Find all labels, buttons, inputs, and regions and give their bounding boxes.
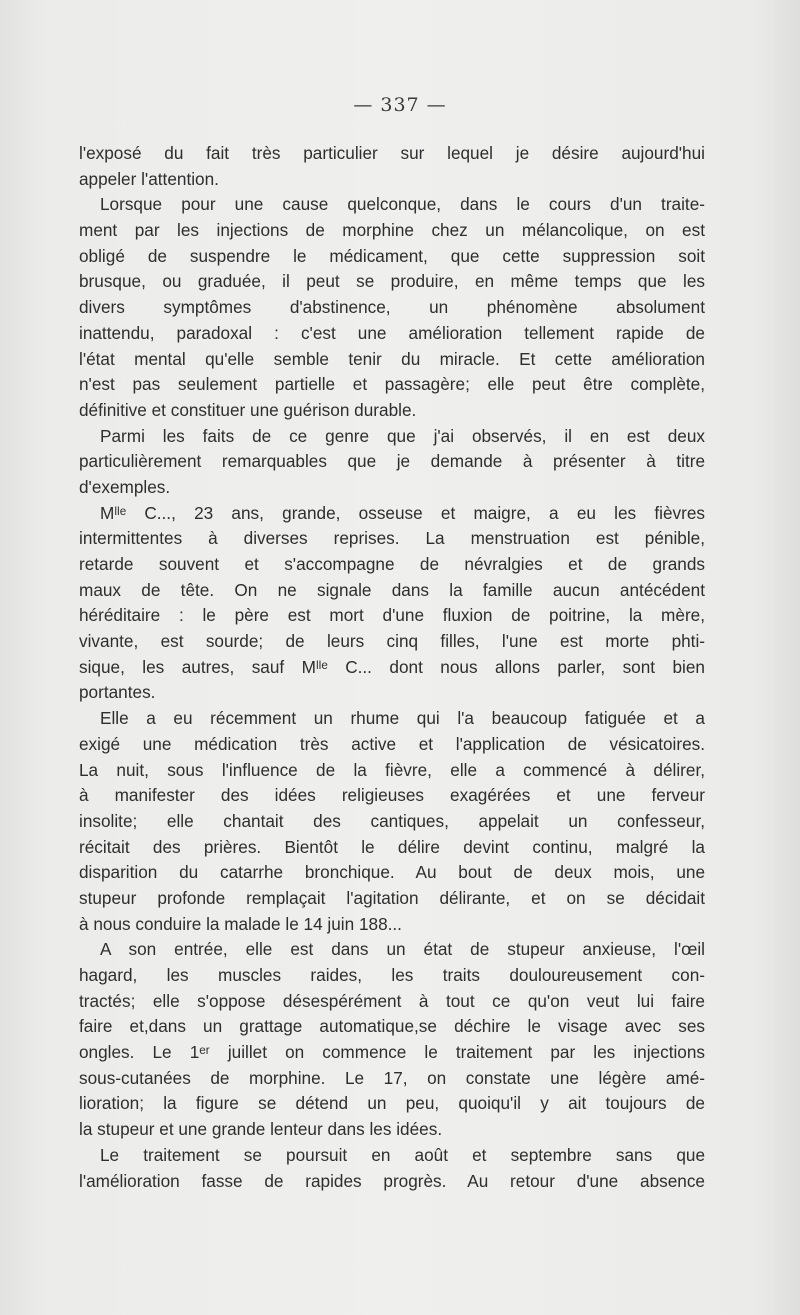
text-line: exigé une médication très active et l'application de vésicatoires. (79, 733, 705, 754)
text-line: faire et,dans un grattage automatique,se déchire le visage avec ses (79, 1016, 705, 1037)
text-line: La nuit, sous l'influence de la fièvre, elle a commencé à délirer, (79, 759, 705, 780)
text-line: retarde souvent et s'accompagne de névralgies et de grands (79, 554, 705, 574)
text-line: Elle a eu récemment un rhume qui l'a beaucoup fatiguée et a (100, 708, 705, 729)
text-line: Mˡˡᵉ C..., 23 ans, grande, osseuse et maigre, a eu les fièvres (100, 502, 705, 523)
body-text (79, 141, 705, 1194)
text-line: obligé de suspendre le médicament, que cette suppression soit (79, 245, 705, 266)
text-line: maux de tête. On ne signale dans la famille aucun antécédent (79, 579, 705, 600)
text-line: d'exemples. (79, 476, 171, 497)
text-line: définitive et constituer une guérison durable. (79, 399, 417, 420)
text-line: particulièrement remarquables que je demande à présenter à titre (79, 451, 705, 472)
text-line: Le traitement se poursuit en août et septembre sans que (100, 1144, 705, 1165)
text-line: divers symptômes d'abstinence, un phénomène absolument (79, 297, 705, 318)
text-line: hagard, les muscles raides, les traits douloureusement con- (79, 965, 705, 985)
text-line: stupeur profonde remplaçait l'agitation délirante, et on se décidait (79, 887, 705, 908)
text-line: portantes. (79, 682, 156, 703)
text-line: à manifester des idées religieuses exagérées et une ferveur (79, 785, 705, 806)
text-line: héréditaire : le père est mort d'une fluxion de poitrine, la mère, (79, 605, 705, 626)
text-line: Parmi les faits de ce genre que j'ai observés, il en est deux (100, 425, 705, 446)
text-line: récitait des prières. Bientôt le délire devint continu, malgré la (79, 836, 705, 857)
text-line: n'est pas seulement partielle et passagère; elle peut être complète, (79, 374, 705, 395)
text-line: inattendu, paradoxal : c'est une amélioration tellement rapide de (79, 322, 705, 343)
text-line: vivante, est sourde; de leurs cinq filles, l'une est morte phti- (79, 631, 705, 652)
text-line: à nous conduire la malade le 14 juin 188... (79, 913, 402, 934)
text-line: l'exposé du fait très particulier sur lequel je désire aujourd'hui (79, 143, 705, 163)
text-line: l'amélioration fasse de rapides progrès. Au retour d'une absence (79, 1170, 705, 1191)
text-line: brusque, ou graduée, il peut se produire, en même temps que les (79, 271, 705, 292)
text-line: sous-cutanées de morphine. Le 17, on constate une légère amé- (79, 1067, 705, 1088)
text-line: lioration; la figure se détend un peu, quoiqu'il y ait toujours de (79, 1093, 705, 1114)
text-line: l'état mental qu'elle semble tenir du miracle. Et cette amélioration (79, 348, 705, 369)
text-line: sique, les autres, sauf Mˡˡᵉ C... dont nous allons parler, sont bien (79, 656, 705, 677)
text-line: ongles. Le 1ᵉʳ juillet on commence le traitement par les injections (79, 1042, 705, 1063)
text-line: intermittentes à diverses reprises. La menstruation est pénible, (79, 528, 705, 549)
text-line: ment par les injections de morphine chez un mélancolique, on est (79, 220, 705, 241)
text-line: la stupeur et une grande lenteur dans les idées. (79, 1119, 443, 1140)
text-line: disparition du catarrhe bronchique. Au bout de deux mois, une (79, 862, 705, 883)
text-line: insolite; elle chantait des cantiques, appelait un confesseur, (79, 810, 705, 831)
text-line: appeler l'attention. (79, 168, 219, 189)
text-line: tractés; elle s'oppose désespérément à tout ce qu'on veut lui faire (79, 990, 705, 1011)
text-line: A son entrée, elle est dans un état de stupeur anxieuse, l'œil (100, 939, 705, 960)
text-line: Lorsque pour une cause quelconque, dans le cours d'un traite- (100, 194, 705, 215)
page-number: — 337 — (353, 94, 447, 116)
